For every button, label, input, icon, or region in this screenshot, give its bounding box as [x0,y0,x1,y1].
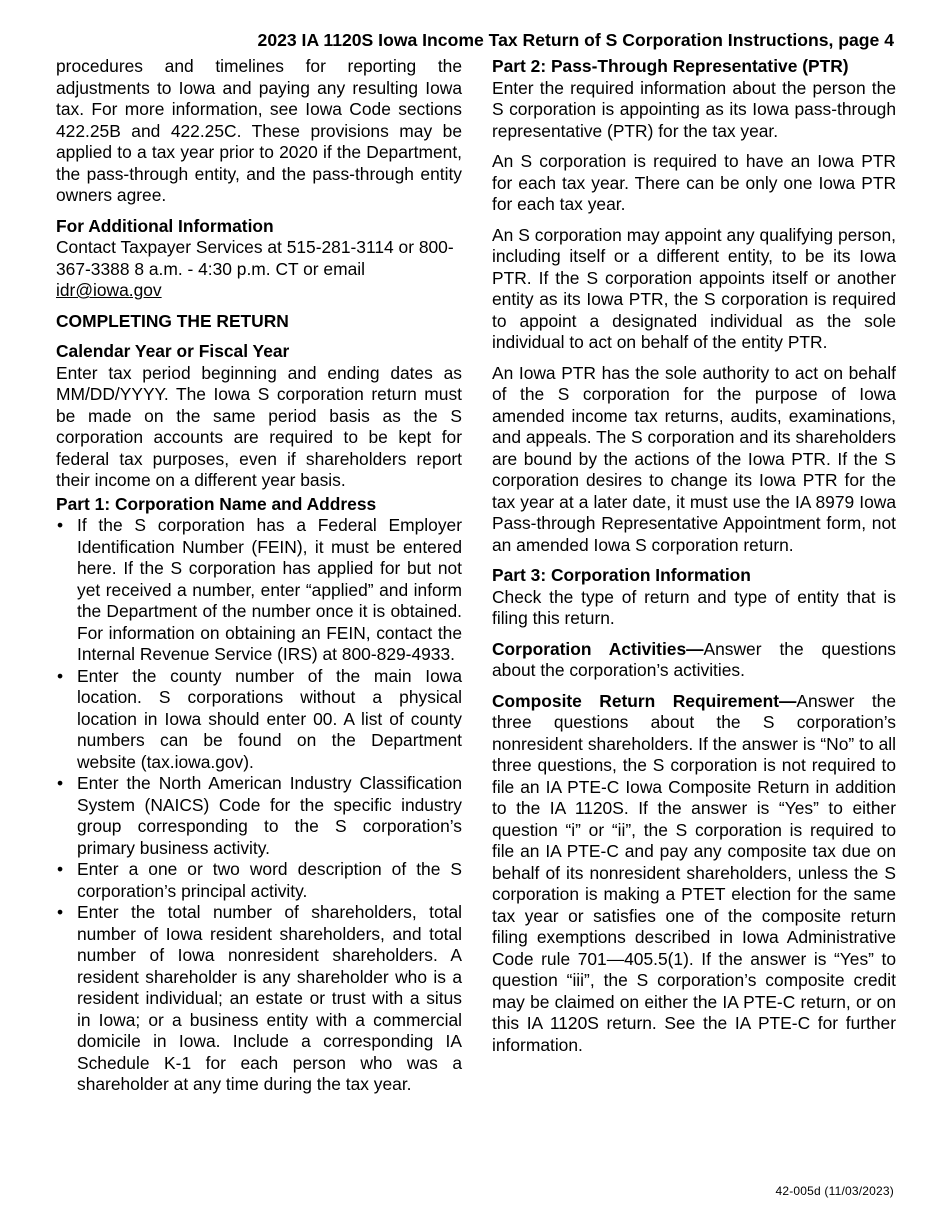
completing-heading: COMPLETING THE RETURN [56,310,289,331]
part2-paragraph: An Iowa PTR has the sole authority to act on behalf of the S corporation for the purpose of Iowa amended income tax returns, audits, examinations, and appeals. The S corporation and its shareholders are bound by the actions of the Iowa PTR. If the S corporation desires to change its Iowa PTR for the tax year at a later date, it must use the IA 8979 Iowa Pass-through Representative Appointment form, not an amended Iowa S corporation return. [492,362,896,555]
bullet-icon: • [57,515,64,535]
list-item [56,666,462,774]
additional-info-heading: For Additional Information [56,215,274,236]
additional-info-section [56,216,462,302]
part3-heading: Part 3: Corporation Information [492,565,751,585]
activities-text: Answer the questions about the corporation’s activities. [492,638,896,680]
bullet-icon: • [57,773,64,793]
bullet-icon: • [57,902,64,922]
bullet-text: If the S corporation has a Federal Employer Identification Number (FEIN), it must be entered here. If the S corporation has applied for but not yet received a number, enter “applied” and inform the Department of the number once it is obtained. For information on obtaining an FEIN, contact the Internal Revenue Service (IRS) at 800-829-4933. [77,515,462,664]
part1-section [56,494,462,1096]
calendar-section [56,341,462,492]
part1-bullet-list [56,515,462,1096]
list-item [56,902,462,1096]
bullet-icon: • [57,665,64,686]
part2-heading: Part 2: Pass-Through Representative (PTR) [492,56,849,76]
part3-text: Check the type of return and type of entity that is filing this return. [492,586,896,628]
email-link[interactable]: idr@iowa.gov [56,280,162,300]
list-item [56,859,462,902]
form-number: 42-005d (11/03/2023) [775,1184,894,1198]
part1-heading: Part 1: Corporation Name and Address [56,493,377,514]
composite-label: Composite Return Requirement— [492,690,797,711]
additional-info-text [56,237,462,302]
list-item [56,515,462,666]
part2-paragraph: An S corporation may appoint any qualifying person, including itself or a different entity, to be its Iowa PTR. If the S corporation appoints itself or another entity as its Iowa PTR, the S corporation is required to appoint a designated individual as the sole individual to act on behalf of the entity PTR. [492,224,896,352]
part2-paragraph: Enter the required information about the person the S corporation is appointing as its Iowa pass-through representative (PTR) for the tax year. [492,77,896,141]
page-header: 2023 IA 1120S Iowa Income Tax Return of S Corporation Instructions, page 4 [257,30,894,50]
bullet-text: Enter the county number of the main Iowa location. S corporations without a physical location in Iowa should enter 00. A list of county numbers can be found on the Department website (tax.iowa.gov). [77,665,462,772]
list-item [56,773,462,859]
intro-paragraph: procedures and timelines for reporting the adjustments to Iowa and paying any resulting Iowa tax. For more information, see Iowa Code sections 422.25B and 422.25C. These provisions may be applied to a tax year prior to 2020 if the Department, the pass-through entity, and the pass-through entity owners agree. [56,56,462,205]
activities-label: Corporation Activities— [492,638,704,659]
part3-section [492,565,896,630]
bullet-text: Enter a one or two word description of the S corporation’s principal activity. [77,859,462,901]
contact-text: Contact Taxpayer Services at 515-281-3114 or 800-367-3388 8 a.m. - 4:30 p.m. CT or email [56,237,454,279]
left-column [56,56,462,1105]
calendar-heading: Calendar Year or Fiscal Year [56,341,290,361]
part2-paragraph: An S corporation is required to have an Iowa PTR for each tax year. There can be only one Iowa PTR for each tax year. [492,151,896,214]
bullet-text: Enter the total number of shareholders, total number of Iowa resident shareholders, and total number of Iowa nonresident shareholders. A resident shareholder is any shareholder who is a resident individual; an estate or trust with a situs in Iowa; or a business entity with a commercial domicile in Iowa. Include a corresponding IA Schedule K-1 for each person who was a shareholder at any time during the tax year. [77,902,462,1094]
calendar-text: Enter tax period beginning and ending dates as MM/DD/YYYY. The Iowa S corporation return must be made on the same period basis as the S corporation accounts are required to be kept for federal tax purposes, even if shareholders report their income on a different year basis. [56,362,462,490]
activities-paragraph [492,639,896,682]
composite-text: Answer the three questions about the S corporation’s nonresident shareholders. If the answer is “No” to all three questions, the S corporation is not required to file an IA PTE-C Iowa Composite Return in addition to the IA 1120S. If the answer is “Yes” to either question “i” or “ii”, the S corporation is required to file an IA PTE-C and pay any composite tax due on behalf of its nonresident shareholders, unless the S corporation is making a PTET election for the same tax year or satisfies one of the composite return filing exemptions described in Iowa Administrative Code rule 701—405.5(1). If the answer is “Yes” to question “iii”, the S corporation’s composite credit may be claimed on either the IA PTE-C return, or on this IA 1120S return. See the IA PTE-C for further information. [492,690,897,1055]
right-column [492,56,896,1065]
bullet-text: Enter the North American Industry Classification System (NAICS) Code for the specific industry group corresponding to the S corporation’s primary business activity. [77,773,462,858]
composite-paragraph [492,691,896,1057]
bullet-icon: • [57,859,64,879]
